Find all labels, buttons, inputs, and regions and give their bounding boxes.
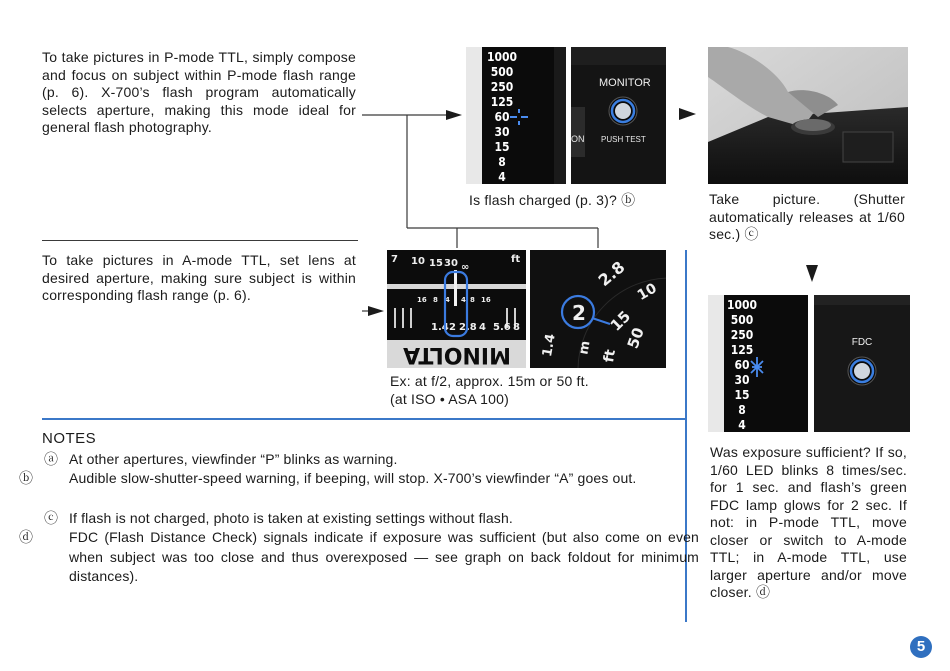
- dial-ft: ft: [601, 348, 620, 364]
- flash-fdc-photo: [814, 295, 910, 432]
- arrow-down-to-check: [806, 265, 818, 282]
- distance-30: 30: [444, 258, 458, 269]
- note-a-text: At other apertures, viewfinder “P” blinks as warning.: [69, 451, 398, 467]
- notes-title: NOTES: [42, 430, 97, 447]
- fdc-scale-4: 4: [738, 418, 746, 432]
- flash-monitor-photo: [571, 47, 666, 184]
- aperture-2: 2: [449, 322, 456, 333]
- scale-30: 30: [494, 125, 510, 139]
- fdc-scale-250: 250: [730, 328, 754, 342]
- caption-flash-charged: Is flash charged (p. 3)? ⓑ: [469, 192, 636, 208]
- note-b: [19, 469, 699, 489]
- note-b-text: Audible slow-shutter-speed warning, if beeping, will stop. X-700’s viewfinder “A” goes out.: [69, 470, 637, 486]
- scale-4: 4: [498, 170, 506, 184]
- arrow-to-lens: [368, 306, 384, 316]
- dial-2: 2: [572, 301, 586, 325]
- take-picture-photo: [708, 47, 908, 184]
- scale-60: 60: [494, 110, 510, 124]
- ft-unit: ft: [511, 254, 521, 265]
- scale-1000: 1000: [486, 50, 518, 64]
- scale-15: 15: [494, 140, 510, 154]
- dof-8-left: 8: [433, 296, 438, 304]
- p-mode-instructions: To take pictures in P-mode TTL, simply compose and focus on subject within P-mode flash range (p. 6). X-700’s flash program automatically selects aperture, making this mode ideal for general flash photography.: [42, 49, 356, 135]
- dial-10: 10: [634, 280, 660, 304]
- notes-top-rule: [42, 418, 686, 420]
- fdc-scale-8: 8: [738, 403, 746, 417]
- arrow-to-take-picture: [679, 108, 696, 120]
- note-c-marker: ⓒ: [44, 510, 59, 526]
- dof-16-right: 16: [481, 296, 491, 304]
- note-d-text: FDC (Flash Distance Check) signals indicate if exposure was sufficient (but also come on even when subject was too close and thus overexposed — see graph on back foldout for minimum distances).: [69, 529, 699, 584]
- aperture-2-8: 2.8: [459, 322, 477, 333]
- caption-example-line2: (at ISO • ASA 100): [390, 391, 510, 407]
- dial-50: 50: [623, 325, 648, 351]
- on-label: ON: [571, 134, 585, 144]
- scale-125: 125: [490, 95, 514, 109]
- dial-m: m: [576, 339, 594, 356]
- note-d-marker: ⓓ: [19, 529, 34, 545]
- dof-4-right: 4: [461, 296, 466, 304]
- note-c-text: If flash is not charged, photo is taken at existing settings without flash.: [69, 510, 513, 526]
- note-a-marker: ⓐ: [44, 451, 59, 467]
- note-b-marker: ⓑ: [19, 470, 34, 486]
- aperture-4: 4: [479, 322, 486, 333]
- viewfinder-photo-p-mode: [466, 47, 566, 184]
- note-c: [44, 509, 674, 529]
- push-test-label: PUSH TEST: [601, 135, 646, 144]
- fdc-scale-125: 125: [730, 343, 754, 357]
- caption-example-line1: Ex: at f/2, approx. 15m or 50 ft.: [390, 373, 589, 389]
- scale-8: 8: [498, 155, 506, 169]
- lens-aperture-photo: [387, 250, 526, 368]
- caption-take-picture: Take picture. (Shutter automatically releases at 1/60 sec.) ⓒ: [709, 191, 905, 242]
- aperture-5-6: 5.6: [493, 322, 511, 333]
- dial-2-8: 2.8: [594, 257, 629, 291]
- distance-10: 10: [411, 256, 425, 267]
- fdc-label: FDC: [851, 337, 873, 348]
- fdc-scale-60: 60: [734, 358, 750, 372]
- dof-8-right: 8: [470, 296, 475, 304]
- dof-16-left: 16: [417, 296, 427, 304]
- lens-distance-dial-photo: [530, 250, 666, 368]
- viewfinder-photo-fdc: [708, 295, 808, 432]
- arrow-to-viewfinder: [446, 110, 462, 120]
- scale-250: 250: [490, 80, 514, 94]
- note-d: [19, 528, 699, 587]
- distance-infinity: ∞: [461, 262, 470, 273]
- index-mark: [454, 270, 457, 306]
- aperture-1-4: 1.4: [431, 322, 449, 333]
- dial-15: 15: [606, 307, 635, 335]
- a-mode-instructions: To take pictures in A-mode TTL, set lens at desired aperture, making sure subject is within corresponding flash range (p. 6).: [42, 252, 356, 303]
- scale-500: 500: [490, 65, 514, 79]
- note-a: [44, 450, 674, 470]
- distance-15: 15: [429, 258, 443, 269]
- fdc-scale-15: 15: [734, 388, 750, 402]
- dof-4-left: 4: [445, 296, 450, 304]
- fdc-scale-1000: 1000: [726, 298, 758, 312]
- distance-7: 7: [391, 254, 398, 265]
- aperture-8: 8: [513, 322, 520, 333]
- fdc-scale-30: 30: [734, 373, 750, 387]
- lens-brand: MINOLTA: [403, 342, 511, 367]
- dial-1-4: 1.4: [540, 332, 559, 358]
- page-number-badge: 5: [910, 636, 932, 658]
- fdc-scale-500: 500: [730, 313, 754, 327]
- monitor-label: MONITOR: [599, 77, 651, 89]
- caption-exposure-check: Was exposure sufficient? If so, 1/60 LED blinks 8 times/sec. for 1 sec. and flash’s green FDC lamp glows for 2 sec. If not: in P-mode TTL, move closer or switch to A-mode TTL; in A-mode TTL, use larger aperture and/or move closer. ⓓ: [710, 444, 907, 600]
